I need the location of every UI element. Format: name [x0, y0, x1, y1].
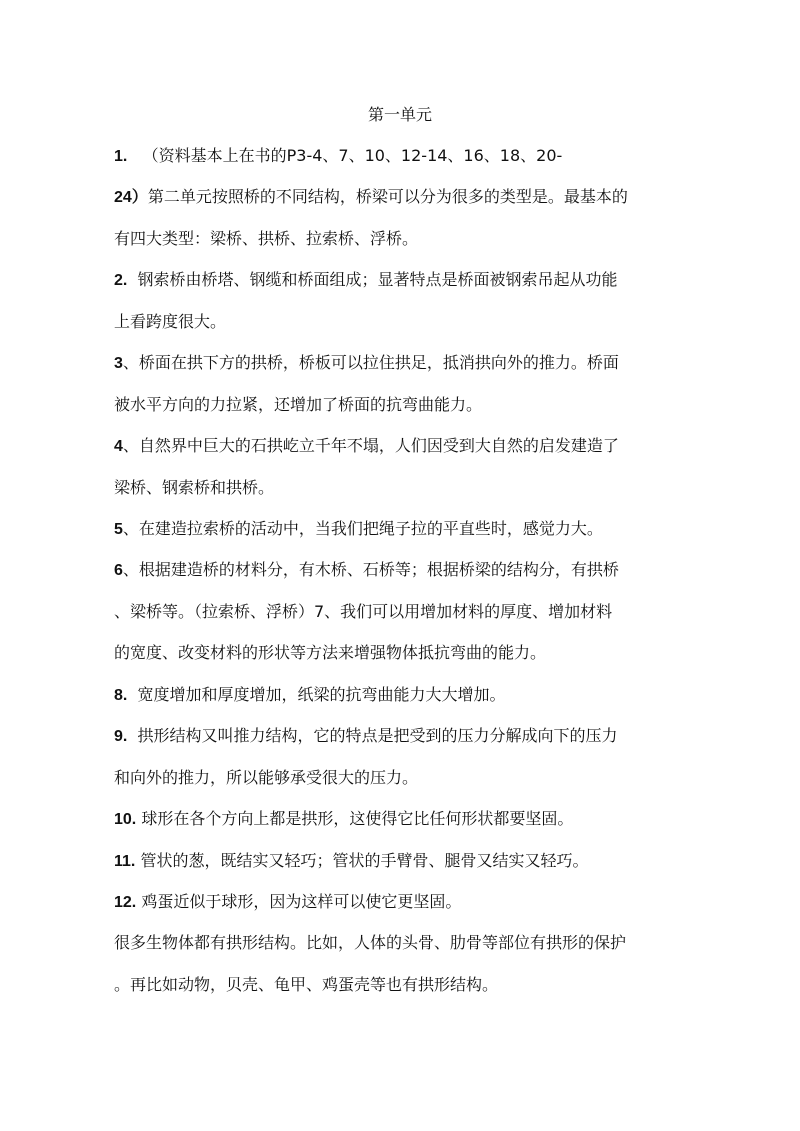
item-number: 9. [114, 728, 128, 745]
text-line [114, 599, 714, 625]
line-text: 球形在各个方向上都是拱形，这使得它比任何形状都要坚固。 [141, 809, 574, 828]
item-number: 1. [114, 148, 128, 165]
line-text: 被水平方向的力拉紧，还增加了桥面的抗弯曲能力。 [114, 395, 483, 414]
line-text: （资料基本上在书的P3-4、7、10、12-14、16、18、20- [142, 146, 563, 165]
text-line [114, 516, 714, 543]
line-text: 和向外的推力，所以能够承受很大的压力。 [114, 768, 419, 787]
line-text: 、梁桥等。（拉索桥、浮桥）7、我们可以用增加材料的厚度、增加材料 [114, 602, 613, 621]
text-line [114, 226, 714, 252]
line-text: 钢索桥由桥塔、钢缆和桥面组成；显著特点是桥面被钢索吊起从功能 [137, 270, 618, 289]
item-number: 12. [114, 894, 137, 911]
text-line [114, 350, 714, 377]
item-number: 24） [114, 189, 148, 206]
line-text: 很多生物体都有拱形结构。比如，人体的头骨、肋骨等部位有拱形的保护 [114, 933, 627, 952]
text-line [114, 765, 714, 791]
item-number: 2. [114, 272, 128, 289]
line-text: 、根据建造桥的材料分，有木桥、石桥等；根据桥梁的结构分，有拱桥 [122, 560, 619, 579]
line-text: 第二单元按照桥的不同结构，桥梁可以分为很多的类型是。最基本的 [147, 187, 628, 206]
item-number: 5 [114, 521, 123, 538]
text-line [114, 475, 714, 501]
text-line [114, 972, 714, 998]
line-text: 管状的葱，既结实又轻巧；管状的手臂骨、腿骨又结实又轻巧。 [140, 851, 589, 870]
text-line [114, 557, 714, 584]
text-line [114, 806, 714, 833]
line-text: 宽度增加和厚度增加，纸梁的抗弯曲能力大大增加。 [137, 685, 506, 704]
line-text: 鸡蛋近似于球形，因为这样可以使它更坚固。 [141, 892, 462, 911]
text-line [114, 184, 714, 211]
text-line [114, 640, 714, 666]
item-number: 8. [114, 687, 128, 704]
item-number: 11. [114, 853, 136, 870]
text-line [114, 433, 714, 460]
line-text: 有四大类型：梁桥、拱桥、拉索桥、浮桥。 [114, 229, 419, 248]
line-text: 拱形结构又叫推力结构，它的特点是把受到的压力分解成向下的压力 [137, 726, 618, 745]
text-line [114, 309, 714, 335]
item-number: 4 [114, 438, 123, 455]
text-line [114, 848, 714, 875]
item-number: 10. [114, 811, 137, 828]
text-line [114, 723, 714, 750]
line-text: 、桥面在拱下方的拱桥，桥板可以拉住拱足，抵消拱向外的推力。桥面 [122, 353, 619, 372]
line-text: 梁桥、钢索桥和拱桥。 [114, 478, 275, 497]
page-title: 第一单元 [367, 105, 432, 124]
text-line [114, 267, 714, 294]
text-line [114, 930, 714, 956]
text-line [114, 682, 714, 709]
text-line [114, 392, 714, 418]
line-text: 的宽度、改变材料的形状等方法来增强物体抵抗弯曲的能力。 [114, 643, 547, 662]
text-line [114, 889, 714, 916]
text-line [114, 143, 714, 170]
line-text: 上看跨度很大。 [114, 312, 227, 331]
line-text: 、自然界中巨大的石拱屹立千年不塌，人们因受到大自然的启发建造了 [122, 436, 619, 455]
item-number: 6 [114, 562, 123, 579]
item-number: 3 [114, 355, 123, 372]
line-text: 、在建造拉索桥的活动中，当我们把绳子拉的平直些时，感觉力大。 [122, 519, 603, 538]
line-text: 。再比如动物，贝壳、龟甲、鸡蛋壳等也有拱形结构。 [114, 975, 499, 994]
